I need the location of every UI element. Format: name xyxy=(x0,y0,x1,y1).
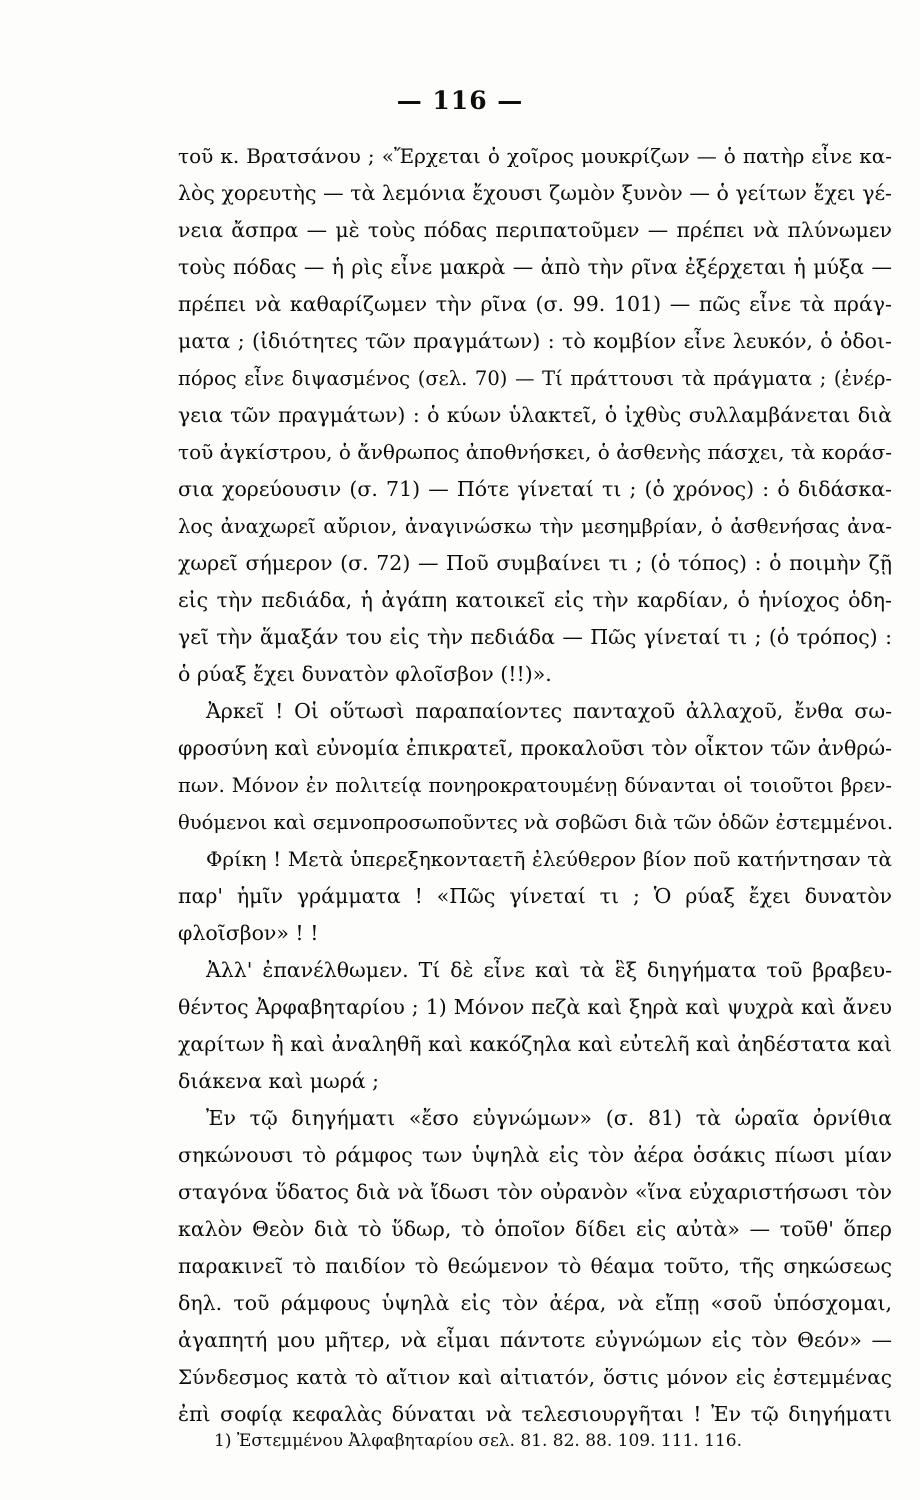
text-line: σηκώνουσι τὸ ράμφος των ὑψηλὰ εἰς τὸν ἀέρα ὁσάκις πίωσι μίαν xyxy=(178,1143,892,1167)
text-line: πρέπει νὰ καθαρίζωμεν τὴν ρῖνα (σ. 99. 101) — πῶς εἶνε τὰ πράγ- xyxy=(178,292,892,316)
text-line: ὁ ρύαξ ἔχει δυνατὸν φλοῖσβον (!!)». xyxy=(178,662,552,686)
text-line: θέντος Ἀρφαβηταρίου ; 1) Μόνον πεζὰ καὶ ξηρὰ καὶ ψυχρὰ καὶ ἄνευ xyxy=(178,995,892,1019)
text-line: ἐπὶ σοφίᾳ κεφαλὰς δύναται νὰ τελεσιουργῆται ! Ἐν τῷ διηγήματι xyxy=(178,1402,892,1426)
text-line: τοῦ ἀγκίστρου, ὁ ἄνθρωπος ἀποθνήσκει, ὁ ἀσθενὴς πάσχει, τὰ κοράσ- xyxy=(178,440,892,464)
text-line: λὸς χορευτὴς — τὰ λεμόνια ἔχουσι ζωμὸν ξυνὸν — ὁ γείτων ἔχει γέ- xyxy=(178,181,892,205)
text-line: Ἐν τῷ διηγήματι «ἔσο εὐγνώμων» (σ. 81) τὰ ὡραῖα ὀρνίθια xyxy=(206,1106,892,1130)
text-line: χωρεῖ σήμερον (σ. 72) — Ποῦ συμβαίνει τι ; (ὁ τόπος) : ὁ ποιμὴν ζῇ xyxy=(178,551,892,575)
text-line: σταγόνα ὕδατος διὰ νὰ ἴδωσι τὸν οὐρανὸν «ἵνα εὐχαριστήσωσι τὸν xyxy=(178,1180,892,1204)
text-line: νεια ἄσπρα — μὲ τοὺς πόδας περιπατοῦμεν — πρέπει νὰ πλύνωμεν xyxy=(178,218,892,242)
text-line: Ἀλλ' ἐπανέλθωμεν. Τί δὲ εἶνε καὶ τὰ ἓξ διηγήματα τοῦ βραβευ- xyxy=(206,958,892,982)
text-line: δηλ. τοῦ ράμφους ὑψηλὰ εἰς τὸν ἀέρα, νὰ εἴπῃ «σοῦ ὑπόσχομαι, xyxy=(178,1291,892,1315)
text-line: πόρος εἶνε διψασμένος (σελ. 70) — Τί πράττουσι τὰ πράγματα ; (ἐνέρ- xyxy=(178,367,892,390)
text-line: τοῦ κ. Βρατσάνου ; «Ἔρχεται ὁ χοῖρος μουκρίζων — ὁ πατὴρ εἶνε κα- xyxy=(178,144,892,168)
text-line: τοὺς πόδας — ἡ ρὶς εἶνε μακρὰ — ἀπὸ τὴν ρῖνα ἐξέρχεται ἡ μύξα — xyxy=(178,255,892,279)
text-line: διάκενα καὶ μωρά ; xyxy=(178,1069,380,1093)
text-line: χαρίτων ἢ καὶ ἀναληθῆ καὶ κακόζηλα καὶ εὐτελῆ καὶ ἀηδέστατα καὶ xyxy=(178,1032,892,1056)
text-line: Σύνδεσμος κατὰ τὸ αἴτιον καὶ αἰτιατόν, ὅστις μόνον εἰς ἐστεμμένας xyxy=(178,1365,892,1389)
text-line: φροσύνη καὶ εὐνομία ἐπικρατεῖ, προκαλοῦσι τὸν οἶκτον τῶν ἀνθρώ- xyxy=(178,736,892,760)
text-line: Φρίκη ! Μετὰ ὑπερεξηκονταετῆ ἐλεύθερον βίον ποῦ κατήντησαν τὰ xyxy=(206,847,892,871)
text-line: καλὸν Θεὸν διὰ τὸ ὕδωρ, τὸ ὁποῖον δίδει εἰς αὐτὰ» — τοῦθ' ὅπερ xyxy=(178,1217,892,1241)
page-number: — 116 — xyxy=(396,86,524,115)
text-line: παρ' ἡμῖν γράμματα ! «Πῶς γίνεταί τι ; Ὁ ρύαξ ἔχει δυνατὸν xyxy=(178,884,892,908)
text-line: φλοῖσβον» ! ! xyxy=(178,921,319,945)
body-text xyxy=(178,138,892,1433)
text-line: θυόμενοι καὶ σεμνοπροσωποῦντες νὰ σοβῶσι διὰ τῶν ὁδῶν ἐστεμμένοι. xyxy=(178,811,894,834)
text-line: παρακινεῖ τὸ παιδίον τὸ θεώμενον τὸ θέαμα τοῦτο, τῆς σηκώσεως xyxy=(178,1254,892,1278)
text-line: λος ἀναχωρεῖ αὔριον, ἀναγινώσκω τὴν μεσημβρίαν, ὁ ἀσθενήσας ἀνα- xyxy=(178,515,892,538)
text-line: γεια τῶν πραγμάτων) : ὁ κύων ὑλακτεῖ, ὁ ἰχθὺς συλλαμβάνεται διὰ xyxy=(178,403,892,427)
text-line: ματα ; (ἰδιότητες τῶν πραγμάτων) : τὸ κομβίον εἶνε λευκόν, ὁ ὁδοι- xyxy=(178,329,892,353)
text-line: Ἀρκεῖ ! Οἱ οὕτωσὶ παραπαίοντες πανταχοῦ ἀλλαχοῦ, ἔνθα σω- xyxy=(206,699,892,723)
text-line: πων. Μόνον ἐν πολιτείᾳ πονηροκρατουμένῃ δύνανται οἱ τοιοῦτοι βρεν- xyxy=(178,774,892,797)
text-line: εἰς τὴν πεδιάδα, ἡ ἀγάπη κατοικεῖ εἰς τὴν καρδίαν, ὁ ἡνίοχος ὁδη- xyxy=(178,588,892,612)
text-line: ἀγαπητή μου μῆτερ, νὰ εἶμαι πάντοτε εὐγνώμων εἰς τὸν Θεόν» — xyxy=(178,1328,892,1352)
text-line: σια χορεύουσιν (σ. 71) — Πότε γίνεταί τι ; (ὁ χρόνος) : ὁ διδάσκα- xyxy=(178,477,892,501)
text-line: γεῖ τὴν ἅμαξάν του εἰς τὴν πεδιάδα — Πῶς γίνεταί τι ; (ὁ τρόπος) : xyxy=(178,625,892,649)
footnote: 1) Ἐστεμμένου Ἀλφαβηταρίου σελ. 81. 82. 88. 109. 111. 116. xyxy=(214,1431,743,1451)
